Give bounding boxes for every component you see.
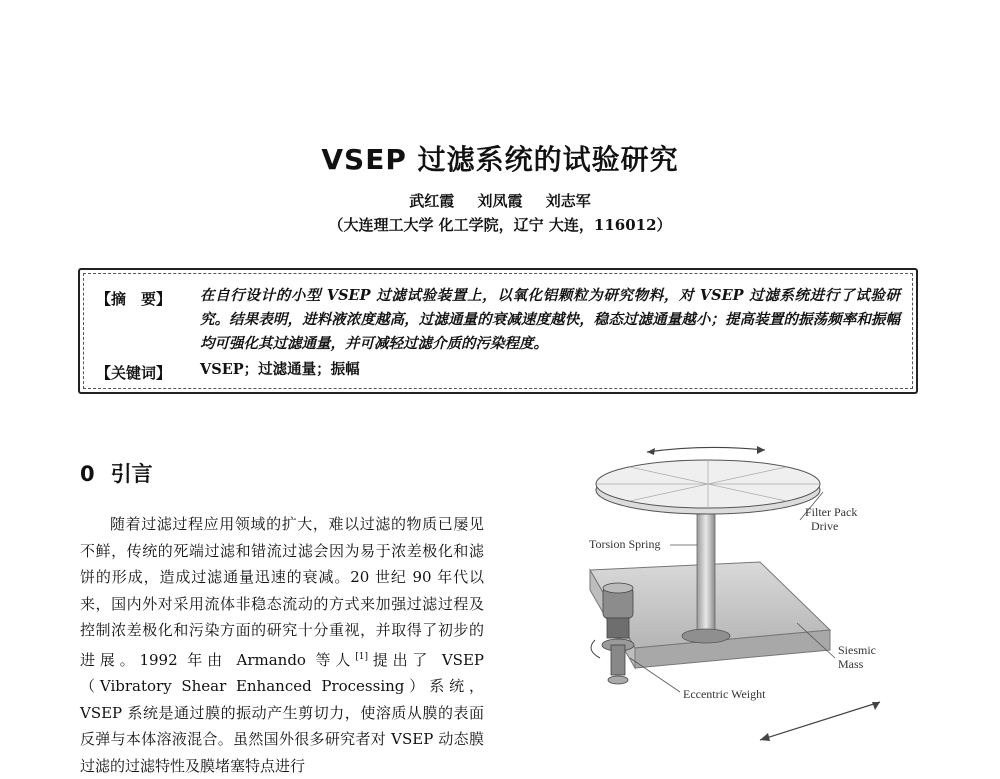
section-heading — [80, 458, 153, 488]
oscillation-arrow-bottom — [760, 702, 880, 740]
oscillation-arrow-top — [647, 447, 765, 452]
intro-text-part1: 随着过滤过程应用领域的扩大，难以过滤的物质已屡见不鲜，传统的死端过滤和错流过滤会因为易于浓差极化和滤饼的形成，造成过滤通量迅速的衰减。20 世纪 90 年代以来，国内外对采用流体非稳态流动的方式来加强过滤过程及控制浓差极化和污染方面的研究十分重视，并取得了初步的进展。1992 年由 Armando 等人 — [80, 515, 484, 669]
section-title: 引言 — [110, 462, 153, 486]
label-filter-pack: Filter Pack — [805, 505, 858, 519]
abstract-text: 在自行设计的小型 VSEP 过滤试验装置上，以氧化铝颗粒为研究物料，对 VSEP 过滤系统进行了试验研究。结果表明，进料液浓度越高，过滤通量的衰减速度越快，稳态过滤通量越小；提高装置的振荡频率和振幅均可强化其过滤通量，并可减轻过滤介质的污染程度。 — [200, 287, 900, 352]
label-torsion-spring: Torsion Spring — [589, 537, 661, 551]
label-drive: Drive — [811, 519, 839, 533]
label-seismic: Siesmic — [838, 643, 876, 657]
keywords-label: 【关键词】 — [96, 364, 172, 382]
intro-paragraph — [80, 511, 484, 775]
abstract-label: 【摘 要】 — [96, 290, 172, 308]
eccentric-weight — [602, 583, 634, 684]
paper-title: VSEP 过滤系统的试验研究 — [321, 143, 679, 176]
abstract-box — [78, 268, 918, 394]
label-mass: Mass — [838, 657, 864, 671]
section-number: 0 — [80, 462, 95, 486]
authors: 武红霞 刘凤霞 刘志军 — [409, 192, 591, 210]
intro-text-part2: 提出了 VSEP（Vibratory Shear Enhanced Processing）系统，VSEP 系统是通过膜的振动产生剪切力，使溶质从膜的表面反弹与本体溶液混合。虽然国外很多研究者对 VSEP 动态膜过滤的过滤特性及膜堵塞特点进行 — [80, 650, 484, 775]
keywords-text: VSEP；过滤通量；振幅 — [200, 361, 360, 378]
affiliation: （大连理工大学 化工学院，辽宁 大连，116012） — [328, 216, 672, 234]
citation-ref[interactable]: [1] — [355, 651, 368, 662]
vsep-apparatus-figure — [555, 440, 895, 759]
label-eccentric-weight: Eccentric Weight — [683, 687, 766, 701]
